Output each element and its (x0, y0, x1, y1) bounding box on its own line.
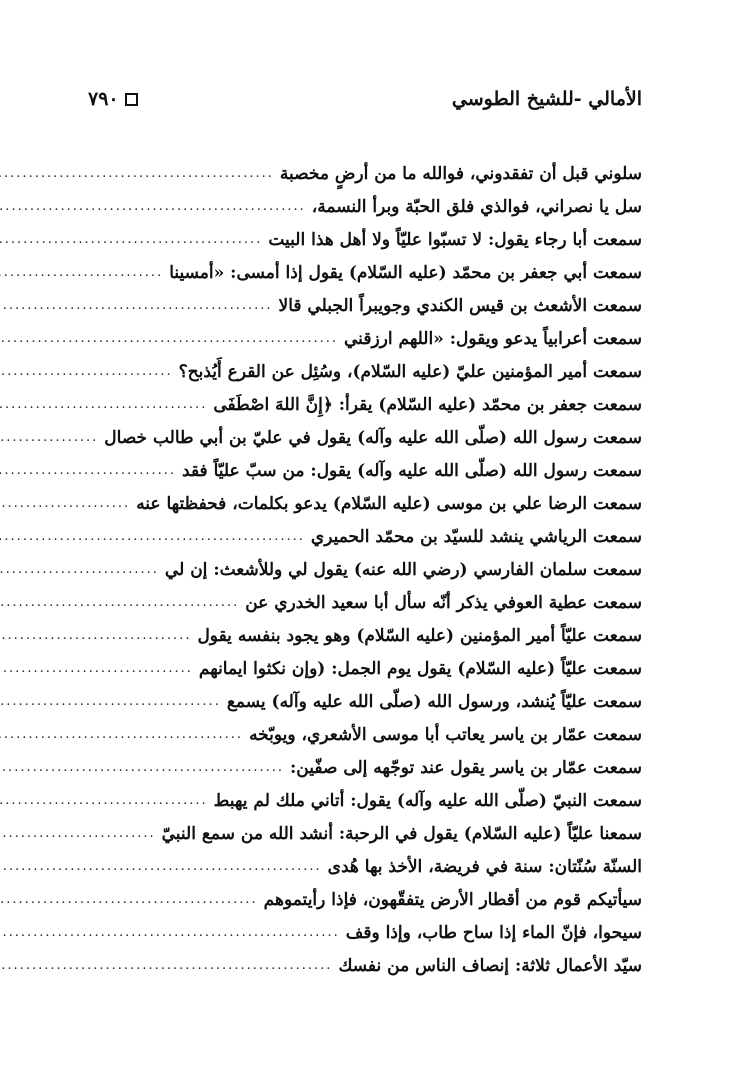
leader-dots (0, 694, 221, 709)
index-entry (100, 916, 642, 949)
index-entry (100, 421, 642, 454)
entry-text: سمعت النبيّ (صلّى الله عليه وآله) يقول: أتاني ملك لم يهبط (213, 790, 642, 811)
leader-dots (0, 628, 191, 643)
leader-dots (0, 265, 163, 280)
index-entry (100, 223, 642, 256)
entry-text: سيأتيكم قوم من أقطار الأرض يتفقّهون، فإذا رأيتموهم (263, 889, 642, 910)
leader-dots (0, 397, 207, 412)
leader-dots (0, 529, 305, 544)
leader-dots (0, 925, 340, 940)
index-entry (100, 289, 642, 322)
leader-dots (0, 562, 159, 577)
leader-dots (0, 595, 239, 610)
entry-text: سلوني قبل أن تفقدوني، فوالله ما من أرضٍ مخصبة (279, 163, 642, 184)
index-entry (100, 520, 642, 553)
index-entry (100, 388, 642, 421)
entry-text: سمعت عمّار بن ياسر يعاتب أبا موسى الأشعري، ويوبّخه (249, 724, 642, 745)
index-entry (100, 190, 642, 223)
leader-dots (0, 760, 284, 775)
leader-dots (0, 826, 156, 841)
leader-dots (0, 958, 332, 973)
leader-dots (0, 430, 98, 445)
entry-text: سمعنا عليّاً (عليه السّلام) يقول في الرحبة: أنشد الله من سمع النبيّ (161, 823, 642, 844)
leader-dots (0, 661, 193, 676)
entry-text: السنّة سُنّتان: سنة في فريضة، الأخذ بها هُدى (327, 856, 642, 877)
page-number: ٧٩٠ (88, 88, 119, 110)
leader-dots (0, 331, 338, 346)
leader-dots (0, 364, 173, 379)
entry-text: سمعت الرياشي ينشد للسيّد بن محمّد الحميري (310, 526, 642, 547)
entry-text: سمعت الأشعث بن قيس الكندي وجويبراً الجبلي قالا (278, 295, 642, 316)
index-entry (100, 685, 642, 718)
entry-text: سيحوا، فإنّ الماء إذا ساح طاب، وإذا وقف (345, 922, 642, 943)
leader-dots (0, 298, 273, 313)
index-entry (100, 784, 642, 817)
entry-text: سمعت عمّار بن ياسر يقول عند توجّهه إلى صفّين: (290, 757, 642, 778)
index-entry (100, 553, 642, 586)
entry-text: سمعت أعرابياً يدعو ويقول: «اللهم ارزقني (344, 328, 642, 349)
index-entry (100, 355, 642, 388)
leader-dots (0, 232, 262, 247)
entry-text: سمعت رسول الله (صلّى الله عليه وآله) يقول في عليّ بن أبي طالب خصال (104, 427, 642, 448)
entry-text: سمعت رسول الله (صلّى الله عليه وآله) يقول: من سبّ عليّاً فقد (182, 460, 642, 481)
page-number-group (88, 88, 138, 110)
index-entry (100, 322, 642, 355)
index-entry (100, 487, 642, 520)
square-box-icon (125, 93, 138, 106)
index-entry (100, 586, 642, 619)
index-entry (100, 883, 642, 916)
entry-text: سمعت عليّاً يُنشد، ورسول الله (صلّى الله عليه وآله) يسمع (226, 691, 642, 712)
entry-text: سمعت أمير المؤمنين عليّ (عليه السّلام)، وسُئِل عن القرع أَيُذبح؟ (178, 361, 642, 382)
entry-text: سيّد الأعمال ثلاثة: إنصاف الناس من نفسك (338, 955, 642, 976)
index-entry (100, 157, 642, 190)
entry-text: سمعت عليّاً أمير المؤمنين (عليه السّلام) وهو يجود بنفسه يقول (197, 625, 642, 646)
leader-dots (0, 199, 306, 214)
entry-text: سل يا نصراني، فوالذي فلق الحبّة وبرأ النسمة، (311, 196, 642, 217)
entry-text: سمعت أبا رجاء يقول: لا تسبّوا عليّاً ولا أهل هذا البيت (268, 229, 642, 250)
leader-dots (0, 727, 243, 742)
index-entry (100, 454, 642, 487)
index-entries (100, 157, 642, 982)
entry-text: سمعت سلمان الفارسي (رضي الله عنه) يقول لي وللأشعث: إن لي (164, 559, 642, 580)
index-entry (100, 718, 642, 751)
leader-dots (0, 859, 322, 874)
index-entry (100, 652, 642, 685)
entry-text: سمعت عليّاً (عليه السّلام) يقول يوم الجمل: (وإن نكثوا ايمانهم (198, 658, 642, 679)
entry-text: سمعت الرضا علي بن موسى (عليه السّلام) يدعو بكلمات، فحفظتها عنه (136, 493, 642, 514)
index-entry (100, 751, 642, 784)
running-title: الأمالي -للشيخ الطوسي (451, 88, 642, 110)
index-entry (100, 619, 642, 652)
entry-text: سمعت عطية العوفي يذكر أنّه سأل أبا سعيد الخدري عن (245, 592, 642, 613)
leader-dots (0, 793, 208, 808)
index-entry (100, 256, 642, 289)
page-header (88, 84, 642, 114)
index-entry (100, 850, 642, 883)
entry-text: سمعت جعفر بن محمّد (عليه السّلام) يقرأ: ﴿إِنَّ اللهَ اصْطَفَى (213, 395, 642, 415)
index-entry (100, 817, 642, 850)
index-entry (100, 949, 642, 982)
leader-dots (0, 892, 258, 907)
leader-dots (0, 463, 176, 478)
entry-text: سمعت أبي جعفر بن محمّد (عليه السّلام) يقول إذا أمسى: «أمسينا (169, 262, 642, 283)
leader-dots (0, 166, 274, 181)
leader-dots (0, 496, 130, 511)
